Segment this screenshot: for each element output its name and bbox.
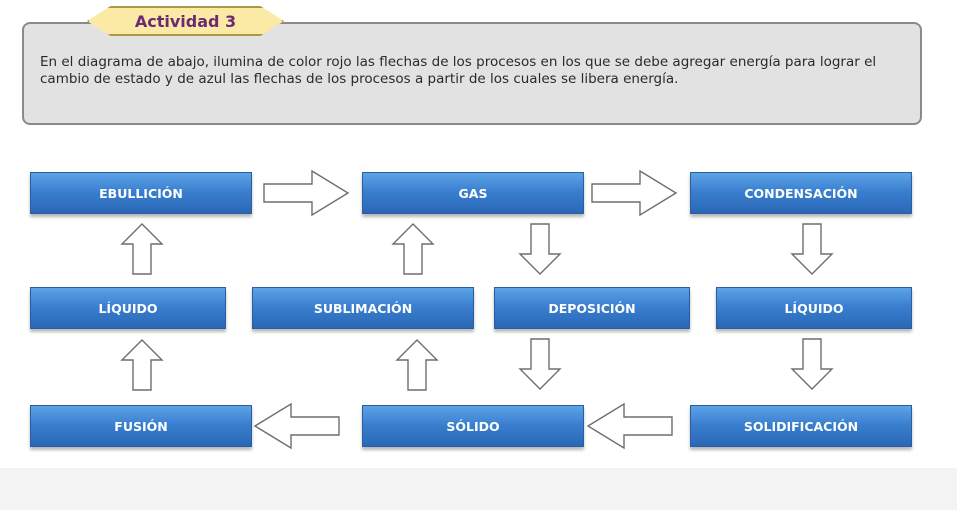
node-ebullicion: EBULLICIÓN (30, 172, 252, 214)
node-deposicion: DEPOSICIÓN (494, 287, 690, 329)
arrow-fusion-to-liquido[interactable] (122, 340, 162, 390)
arrow-gas-to-condensacion[interactable] (592, 171, 676, 215)
arrow-deposicion-to-solido[interactable] (520, 339, 560, 389)
node-fusion: FUSIÓN (30, 405, 252, 447)
arrow-solido-to-fusion[interactable] (255, 404, 339, 448)
arrow-condensacion-to-liquido[interactable] (792, 224, 832, 274)
instructions-text: En el diagrama de abajo, ilumina de color rojo las flechas de los procesos en los que se debe agregar energía para lograr el cambio de estado y de azul las flechas de los procesos a partir de los cuales se libera energía. (40, 54, 877, 87)
node-solidificacion: SOLIDIFICACIÓN (690, 405, 912, 447)
node-condensacion: CONDENSACIÓN (690, 172, 912, 214)
arrow-solidificacion-to-solido[interactable] (588, 404, 672, 448)
arrow-liquido-to-ebullicion[interactable] (122, 224, 162, 274)
arrow-ebullicion-to-gas[interactable] (264, 171, 348, 215)
node-solido: SÓLIDO (362, 405, 584, 447)
node-liquido-left: LÍQUIDO (30, 287, 226, 329)
arrow-sublimacion-to-gas[interactable] (393, 224, 433, 274)
arrow-solido-to-sublimacion[interactable] (397, 340, 437, 390)
arrow-gas-to-deposicion[interactable] (520, 224, 560, 274)
arrow-liquido-to-solidificacion[interactable] (792, 339, 832, 389)
node-gas: GAS (362, 172, 584, 214)
activity-title: Actividad 3 (134, 11, 237, 31)
node-liquido-right: LÍQUIDO (716, 287, 912, 329)
node-sublimacion: SUBLIMACIÓN (252, 287, 474, 329)
